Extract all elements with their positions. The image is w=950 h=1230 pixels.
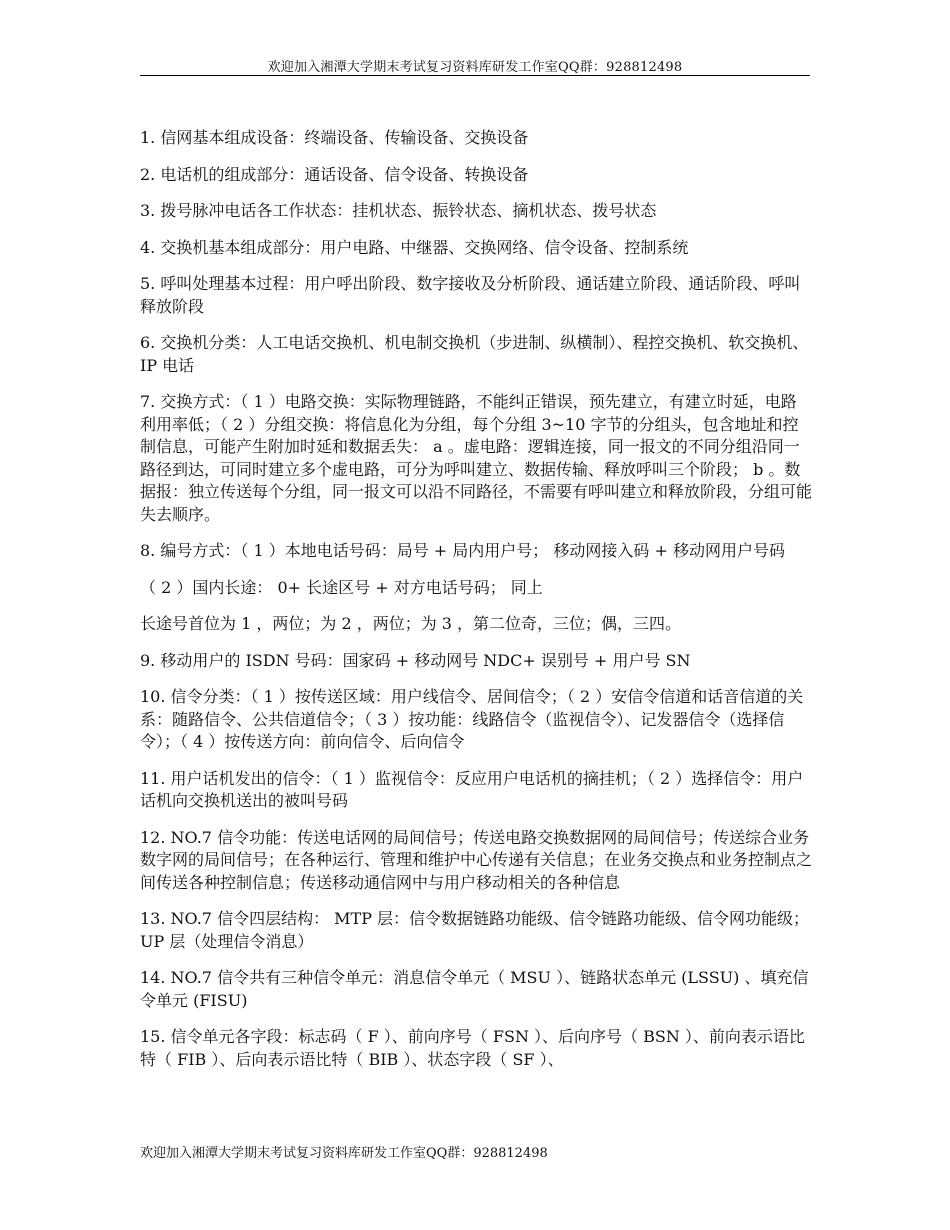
list-item: 13. NO.7 信令四层结构： MTP 层：信令数据链路功能级、信令链路功能级、信令网功能级； UP 层（处理信令消息） <box>140 909 810 951</box>
page-footer: 欢迎加入湘潭大学期末考试复习资料库研发工作室QQ群：928812498 <box>140 1146 548 1161</box>
page-header: 欢迎加入湘潭大学期末考试复习资料库研发工作室QQ群：928812498 <box>267 60 683 75</box>
header-divider <box>140 75 810 76</box>
list-item: 9. 移动用户的 ISDN 号码：国家码 + 移动网号 NDC+ 误别号 + 用户号 SN <box>140 650 691 670</box>
list-item: 15. 信令单元各字段：标志码（ F ）、前向序号（ FSN ）、后向序号（ BSN ）、前向表示语比特（ FIB ）、后向表示语比特（ BIB ）、状态字段（ SF ）、 <box>140 1027 805 1069</box>
list-item: （ 2 ）国内长途： 0+ 长途区号 + 对方电话号码； 同上 <box>140 577 543 597</box>
list-item: 14. NO.7 信令共有三种信令单元：消息信令单元（ MSU ）、链路状态单元 (LSSU) 、填充信令单元 (FISU) <box>140 968 809 1010</box>
list-item: 12. NO.7 信令功能：传送电话网的局间信号；传送电路交换数据网的局间信号；传送综合业务数字网的局间信号；在各种运行、管理和维护中心传递有关信息；在业务交换点和业务控制点之间传送各种控制信息；传送移动通信网中与用户移动相关的各种信息 <box>140 827 813 892</box>
list-item: 6. 交换机分类：人工电话交换机、机电制交换机（步进制、纵横制）、程控交换机、软交换机、 IP 电话 <box>140 333 809 375</box>
document-body <box>140 127 812 1085</box>
list-item: 4. 交换机基本组成部分：用户电路、中继器、交换网络、信令设备、控制系统 <box>140 237 689 257</box>
list-item: 2. 电话机的组成部分：通话设备、信令设备、转换设备 <box>140 164 529 184</box>
list-item: 10. 信令分类：（ 1 ）按传送区域：用户线信令、居间信令；（ 2 ）安信令信道和话音信道的关系：随路信令、公共信道信令；（ 3 ）按功能：线路信令（监视信令）、记发器信令（选择信令）；（ 4 ）按传送方向：前向信令、后向信令 <box>140 687 804 751</box>
list-item: 1. 信网基本组成设备：终端设备、传输设备、交换设备 <box>140 128 529 147</box>
list-item: 3. 拨号脉冲电话各工作状态：挂机状态、振铃状态、摘机状态、拨号状态 <box>140 201 657 220</box>
list-item: 7. 交换方式：（ 1 ）电路交换：实际物理链路，不能纠正错误，预先建立，有建立时延，电路利用率低；（ 2 ）分组交换：将信息化为分组，每个分组 3~10 字节的分组头，包含地址和控制信息，可能产生附加时延和数据丢失： a 。虚电路：逻辑连接，同一报文的不同分组沿同一路径到达，可同时建立多个虚电路，可分为呼叫建立、数据传输、释放呼叫三个阶段； b 。数据报：独立传送每个分组，同一报文可以沿不同路径，不需要有呼叫建立和释放阶段，分组可能失去顺序。 <box>140 392 813 524</box>
list-item: 8. 编号方式：（ 1 ）本地电话号码：局号 + 局内用户号； 移动网接入码 + 移动网用户号码 <box>140 541 785 560</box>
list-item: 长途号首位为 1 ，两位；为 2 ，两位；为 3 ，第二位奇，三位；偶，三四。 <box>140 614 682 633</box>
list-item: 5. 呼叫处理基本过程：用户呼出阶段、数字接收及分析阶段、通话建立阶段、通话阶段、呼叫释放阶段 <box>140 274 801 316</box>
list-item: 11. 用户话机发出的信令：（ 1 ）监视信令：反应用户电话机的摘挂机；（ 2 ）选择信令：用户话机向交换机送出的被叫号码 <box>140 768 804 810</box>
